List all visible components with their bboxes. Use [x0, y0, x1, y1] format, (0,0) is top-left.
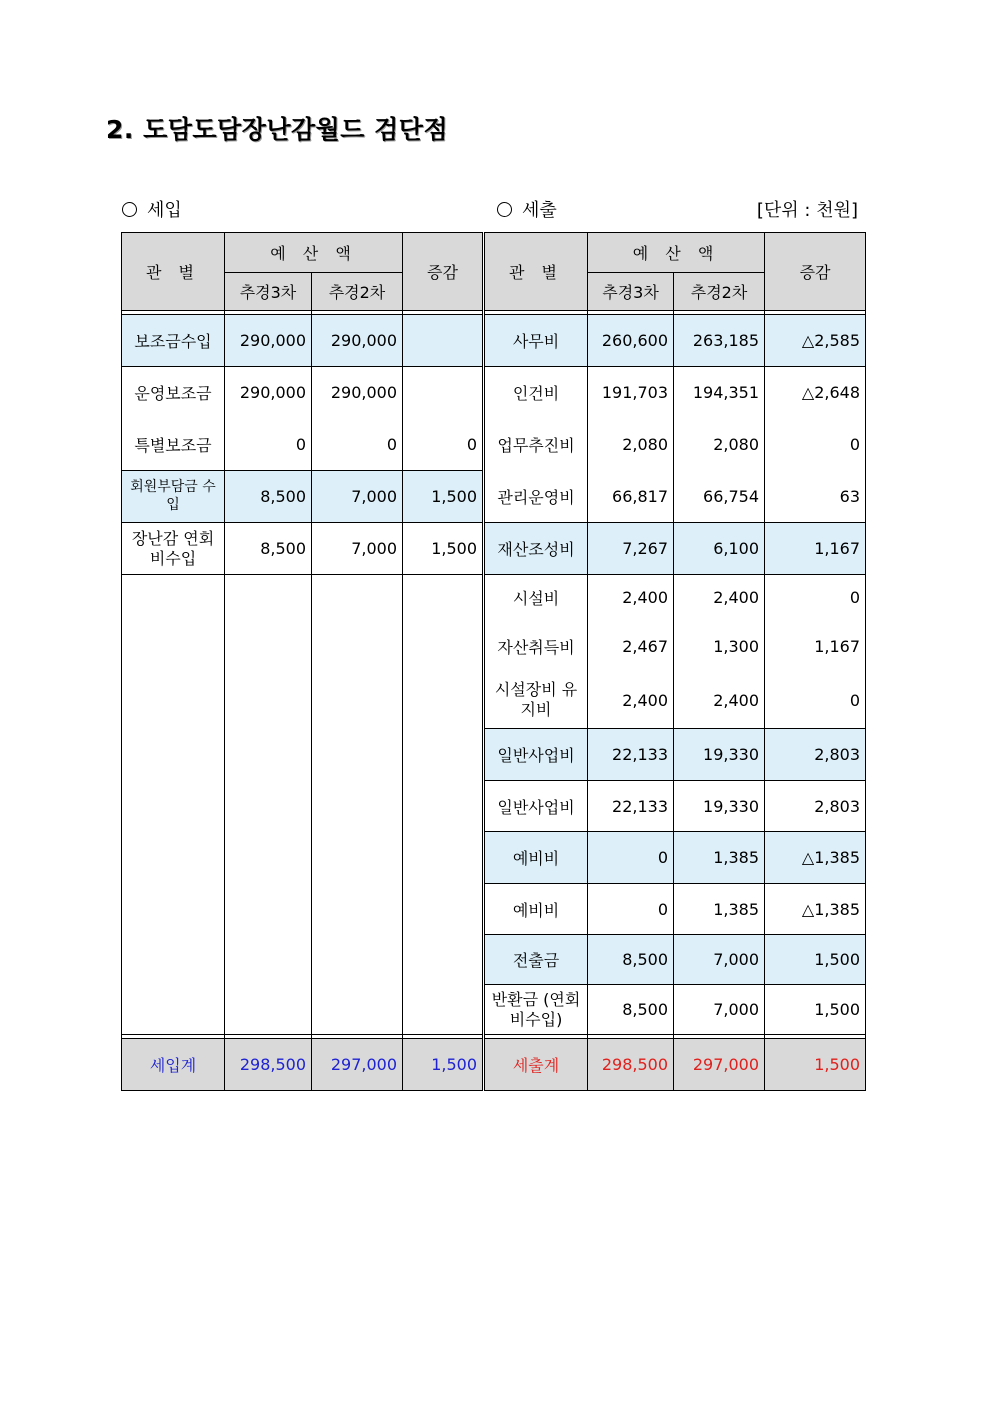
header-category-expense: 관 별 [484, 233, 588, 311]
expense-name: 사무비 [484, 315, 588, 367]
revenue-value-b: 7,000 [312, 471, 403, 523]
expense-change: 1,167 [765, 523, 866, 575]
revenue-change: 0 [403, 419, 484, 471]
revenue-empty-cell [225, 575, 312, 1035]
unit-label: [단위 : 천원] [756, 200, 858, 221]
revenue-value-a: 290,000 [225, 367, 312, 419]
revenue-total-change: 1,500 [403, 1039, 484, 1091]
expense-name: 일반사업비 [484, 729, 588, 781]
expense-change: 1,500 [765, 985, 866, 1035]
expense-change: 1,500 [765, 935, 866, 985]
revenue-total-a: 298,500 [225, 1039, 312, 1091]
expense-value-b: 19,330 [674, 781, 765, 832]
expense-value-a: 2,400 [588, 575, 674, 621]
revenue-name: 보조금수입 [122, 315, 225, 367]
revenue-value-a: 290,000 [225, 315, 312, 367]
expense-total-label: 세출계 [484, 1039, 588, 1091]
header-change-expense: 증감 [765, 233, 866, 311]
revenue-empty-cell [312, 575, 403, 1035]
expense-change: 0 [765, 575, 866, 621]
expense-value-a: 0 [588, 884, 674, 935]
expense-name: 일반사업비 [484, 781, 588, 832]
revenue-name: 특별보조금 [122, 419, 225, 471]
revenue-name: 회원부담금 수입 [122, 471, 225, 523]
revenue-total-label: 세입계 [122, 1039, 225, 1091]
revenue-value-b: 0 [312, 419, 403, 471]
expense-total-a: 298,500 [588, 1039, 674, 1091]
header-budget-revenue: 예 산 액 [225, 233, 403, 273]
header-col-b-expense: 추경2차 [674, 273, 765, 311]
expense-name: 전출금 [484, 935, 588, 985]
expense-value-b: 194,351 [674, 367, 765, 419]
table-row [122, 367, 866, 419]
revenue-label: 세입 [147, 200, 182, 221]
expense-value-b: 2,400 [674, 575, 765, 621]
expense-value-b: 7,000 [674, 985, 765, 1035]
expense-name: 자산취득비 [484, 621, 588, 673]
expense-change: △1,385 [765, 832, 866, 884]
expense-value-a: 22,133 [588, 781, 674, 832]
revenue-value-b: 290,000 [312, 315, 403, 367]
revenue-change: 1,500 [403, 471, 484, 523]
expense-value-a: 260,600 [588, 315, 674, 367]
expense-change: △2,648 [765, 367, 866, 419]
revenue-change [403, 367, 484, 419]
expense-name: 시설장비 유지비 [484, 673, 588, 729]
expense-change: 0 [765, 673, 866, 729]
expense-value-b: 1,385 [674, 832, 765, 884]
expense-value-b: 2,080 [674, 419, 765, 471]
expense-name: 인건비 [484, 367, 588, 419]
expense-value-a: 8,500 [588, 985, 674, 1035]
revenue-section-label [122, 196, 182, 222]
revenue-change [403, 315, 484, 367]
revenue-empty-cell [403, 575, 484, 1035]
expense-name: 예비비 [484, 884, 588, 935]
header-category-revenue: 관 별 [122, 233, 225, 311]
table-row [122, 419, 866, 471]
revenue-name: 운영보조금 [122, 367, 225, 419]
total-row [122, 1039, 866, 1091]
page-title: 2. 도담도담장난감월드 검단점 [106, 115, 449, 144]
expense-value-a: 191,703 [588, 367, 674, 419]
expense-change: 0 [765, 419, 866, 471]
expense-name: 예비비 [484, 832, 588, 884]
header-budget-expense: 예 산 액 [588, 233, 765, 273]
expense-change: 63 [765, 471, 866, 523]
expense-section-label [497, 196, 557, 222]
expense-value-b: 19,330 [674, 729, 765, 781]
circle-bullet-icon [497, 202, 512, 217]
expense-change: 2,803 [765, 781, 866, 832]
expense-change: △2,585 [765, 315, 866, 367]
table-row [122, 471, 866, 523]
revenue-name: 장난감 연회비수입 [122, 523, 225, 575]
header-change-revenue: 증감 [403, 233, 484, 311]
expense-name: 시설비 [484, 575, 588, 621]
revenue-empty-cell [122, 575, 225, 1035]
revenue-change: 1,500 [403, 523, 484, 575]
circle-bullet-icon [122, 202, 137, 217]
expense-name: 반환금 (연회비수입) [484, 985, 588, 1035]
expense-value-b: 66,754 [674, 471, 765, 523]
expense-total-b: 297,000 [674, 1039, 765, 1091]
revenue-total-b: 297,000 [312, 1039, 403, 1091]
expense-value-b: 7,000 [674, 935, 765, 985]
budget-table [121, 232, 866, 1091]
expense-value-a: 7,267 [588, 523, 674, 575]
expense-value-a: 22,133 [588, 729, 674, 781]
revenue-value-a: 8,500 [225, 471, 312, 523]
expense-value-a: 0 [588, 832, 674, 884]
header-col-a-revenue: 추경3차 [225, 273, 312, 311]
revenue-value-b: 7,000 [312, 523, 403, 575]
expense-value-b: 1,385 [674, 884, 765, 935]
revenue-value-a: 0 [225, 419, 312, 471]
expense-value-a: 2,467 [588, 621, 674, 673]
expense-label: 세출 [522, 200, 557, 221]
expense-value-b: 6,100 [674, 523, 765, 575]
revenue-value-a: 8,500 [225, 523, 312, 575]
revenue-value-b: 290,000 [312, 367, 403, 419]
expense-change: △1,385 [765, 884, 866, 935]
table-row [122, 523, 866, 575]
expense-value-b: 1,300 [674, 621, 765, 673]
expense-value-a: 2,400 [588, 673, 674, 729]
table-row [122, 575, 866, 621]
expense-name: 재산조성비 [484, 523, 588, 575]
expense-value-a: 66,817 [588, 471, 674, 523]
expense-value-b: 2,400 [674, 673, 765, 729]
expense-value-a: 2,080 [588, 419, 674, 471]
header-col-a-expense: 추경3차 [588, 273, 674, 311]
expense-change: 2,803 [765, 729, 866, 781]
expense-total-change: 1,500 [765, 1039, 866, 1091]
header-row [122, 233, 866, 273]
expense-value-a: 8,500 [588, 935, 674, 985]
expense-name: 관리운영비 [484, 471, 588, 523]
expense-value-b: 263,185 [674, 315, 765, 367]
table-row [122, 315, 866, 367]
header-col-b-revenue: 추경2차 [312, 273, 403, 311]
expense-name: 업무추진비 [484, 419, 588, 471]
expense-change: 1,167 [765, 621, 866, 673]
